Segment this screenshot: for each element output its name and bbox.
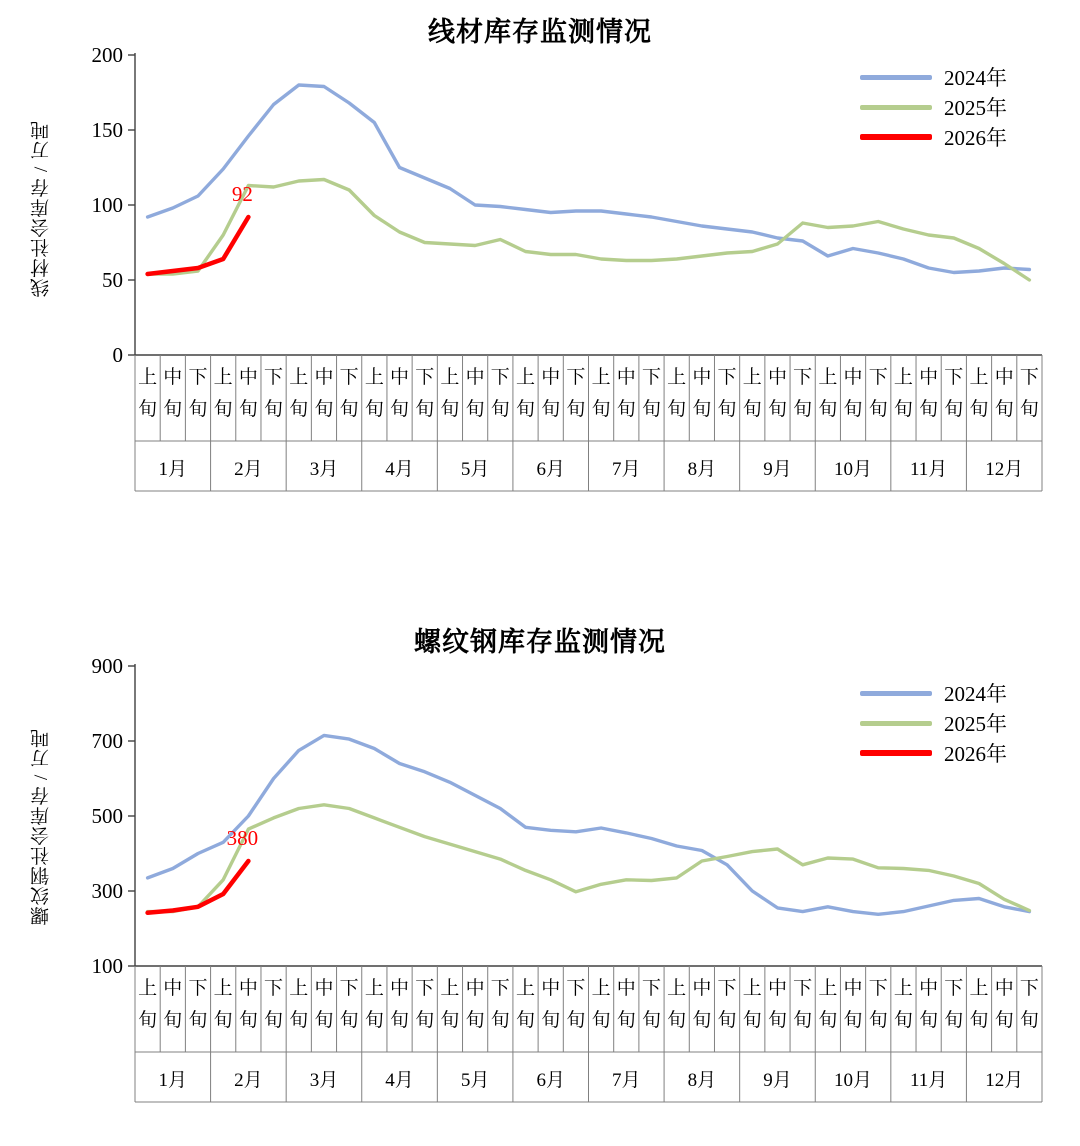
svg-text:50: 50 [102, 268, 123, 292]
svg-text:上: 上 [742, 367, 762, 388]
svg-text:旬: 旬 [591, 399, 611, 420]
svg-text:2月: 2月 [234, 459, 263, 480]
svg-text:旬: 旬 [818, 399, 838, 420]
svg-text:上: 上 [364, 978, 384, 999]
svg-text:10月: 10月 [834, 1070, 873, 1091]
svg-text:中: 中 [390, 978, 410, 999]
svg-text:旬: 旬 [314, 1010, 334, 1031]
svg-text:下: 下 [868, 367, 888, 388]
svg-text:旬: 旬 [188, 1010, 208, 1031]
svg-text:2月: 2月 [234, 1070, 263, 1091]
svg-text:380: 380 [226, 826, 259, 850]
svg-text:旬: 旬 [1019, 399, 1039, 420]
svg-text:下: 下 [641, 978, 661, 999]
svg-text:旬: 旬 [616, 399, 636, 420]
svg-text:7月: 7月 [612, 1070, 641, 1091]
svg-text:下: 下 [944, 367, 964, 388]
svg-text:中: 中 [238, 978, 258, 999]
svg-text:3月: 3月 [309, 459, 339, 480]
svg-text:中: 中 [465, 367, 485, 388]
svg-text:旬: 旬 [742, 1010, 762, 1031]
svg-text:旬: 旬 [793, 399, 813, 420]
svg-text:下: 下 [490, 367, 510, 388]
svg-text:11月: 11月 [909, 1070, 948, 1091]
svg-text:旬: 旬 [163, 399, 183, 420]
svg-text:上: 上 [364, 367, 384, 388]
svg-text:旬: 旬 [692, 399, 712, 420]
svg-text:上: 上 [516, 367, 536, 388]
svg-text:旬: 旬 [1019, 1010, 1039, 1031]
svg-text:旬: 旬 [969, 1010, 989, 1031]
svg-text:旬: 旬 [264, 399, 284, 420]
svg-text:旬: 旬 [289, 1010, 309, 1031]
svg-text:旬: 旬 [390, 399, 410, 420]
legend-label-2025: 2025年 [944, 96, 1007, 120]
y-axis-label-wire-rod: 线材社会库存 / 万吨 [31, 120, 52, 298]
svg-text:旬: 旬 [516, 1010, 536, 1031]
chart-title-rebar: 螺纹钢库存监测情况 [414, 627, 666, 657]
chart-title-wire-rod: 线材库存监测情况 [428, 17, 652, 47]
legend-label-2024: 2024年 [944, 66, 1007, 90]
svg-text:旬: 旬 [944, 399, 964, 420]
svg-text:中: 中 [541, 367, 561, 388]
svg-text:中: 中 [919, 367, 939, 388]
svg-text:中: 中 [541, 978, 561, 999]
svg-text:旬: 旬 [591, 1010, 611, 1031]
svg-text:中: 中 [390, 367, 410, 388]
svg-text:下: 下 [868, 978, 888, 999]
svg-text:旬: 旬 [818, 1010, 838, 1031]
svg-text:中: 中 [692, 978, 712, 999]
svg-text:中: 中 [238, 367, 258, 388]
svg-text:下: 下 [717, 367, 737, 388]
svg-text:上: 上 [516, 978, 536, 999]
svg-text:中: 中 [616, 367, 636, 388]
svg-text:中: 中 [616, 978, 636, 999]
svg-text:旬: 旬 [868, 399, 888, 420]
svg-text:700: 700 [91, 729, 123, 753]
svg-text:上: 上 [667, 367, 687, 388]
svg-text:中: 中 [994, 367, 1014, 388]
legend-label-2024: 2024年 [944, 682, 1007, 706]
svg-text:旬: 旬 [238, 1010, 258, 1031]
svg-text:6月: 6月 [536, 1070, 565, 1091]
svg-text:旬: 旬 [944, 1010, 964, 1031]
svg-text:上: 上 [591, 367, 611, 388]
svg-text:下: 下 [566, 367, 586, 388]
svg-text:1月: 1月 [158, 1070, 188, 1091]
svg-text:中: 中 [465, 978, 485, 999]
svg-text:上: 上 [818, 978, 838, 999]
svg-text:下: 下 [1019, 367, 1039, 388]
svg-text:中: 中 [843, 978, 863, 999]
svg-text:旬: 旬 [717, 1010, 737, 1031]
svg-text:上: 上 [440, 978, 460, 999]
svg-text:旬: 旬 [541, 399, 561, 420]
svg-text:旬: 旬 [566, 399, 586, 420]
svg-text:1月: 1月 [158, 459, 188, 480]
svg-text:旬: 旬 [289, 399, 309, 420]
svg-text:300: 300 [91, 879, 123, 903]
svg-text:旬: 旬 [868, 1010, 888, 1031]
svg-text:下: 下 [566, 978, 586, 999]
svg-text:旬: 旬 [919, 1010, 939, 1031]
svg-text:旬: 旬 [717, 399, 737, 420]
svg-text:9月: 9月 [763, 1070, 792, 1091]
svg-text:上: 上 [213, 367, 233, 388]
svg-text:中: 中 [163, 978, 183, 999]
svg-text:旬: 旬 [339, 1010, 359, 1031]
svg-text:500: 500 [91, 804, 123, 828]
svg-text:中: 中 [919, 978, 939, 999]
svg-text:下: 下 [490, 978, 510, 999]
svg-text:旬: 旬 [742, 399, 762, 420]
svg-text:12月: 12月 [985, 1070, 1024, 1091]
svg-text:旬: 旬 [440, 1010, 460, 1031]
svg-text:旬: 旬 [767, 1010, 787, 1031]
svg-text:中: 中 [843, 367, 863, 388]
svg-text:旬: 旬 [641, 1010, 661, 1031]
svg-text:旬: 旬 [566, 1010, 586, 1031]
svg-text:旬: 旬 [893, 1010, 913, 1031]
svg-text:旬: 旬 [314, 399, 334, 420]
svg-text:4月: 4月 [385, 1070, 414, 1091]
svg-text:旬: 旬 [516, 399, 536, 420]
svg-text:下: 下 [264, 978, 284, 999]
svg-text:旬: 旬 [364, 399, 384, 420]
svg-text:中: 中 [163, 367, 183, 388]
svg-text:下: 下 [793, 367, 813, 388]
svg-text:中: 中 [314, 367, 334, 388]
svg-text:上: 上 [667, 978, 687, 999]
svg-text:旬: 旬 [793, 1010, 813, 1031]
svg-text:旬: 旬 [163, 1010, 183, 1031]
svg-text:旬: 旬 [994, 399, 1014, 420]
svg-text:旬: 旬 [339, 399, 359, 420]
svg-text:下: 下 [944, 978, 964, 999]
svg-text:下: 下 [415, 978, 435, 999]
svg-text:100: 100 [91, 954, 123, 978]
svg-text:6月: 6月 [536, 459, 565, 480]
svg-text:中: 中 [767, 367, 787, 388]
y-axis-label-rebar: 螺纹钢社会库存 / 万吨 [31, 728, 52, 926]
svg-text:旬: 旬 [188, 399, 208, 420]
svg-text:5月: 5月 [460, 459, 490, 480]
svg-text:中: 中 [994, 978, 1014, 999]
svg-text:上: 上 [893, 978, 913, 999]
svg-text:下: 下 [188, 367, 208, 388]
svg-text:旬: 旬 [364, 1010, 384, 1031]
svg-text:200: 200 [91, 43, 123, 67]
svg-text:下: 下 [793, 978, 813, 999]
svg-text:5月: 5月 [460, 1070, 490, 1091]
chart-wire-rod [0, 0, 1080, 520]
svg-text:旬: 旬 [893, 399, 913, 420]
svg-text:旬: 旬 [767, 399, 787, 420]
svg-text:旬: 旬 [490, 1010, 510, 1031]
svg-text:旬: 旬 [213, 1010, 233, 1031]
svg-text:上: 上 [591, 978, 611, 999]
svg-text:下: 下 [1019, 978, 1039, 999]
svg-text:4月: 4月 [385, 459, 414, 480]
svg-text:旬: 旬 [264, 1010, 284, 1031]
svg-text:下: 下 [415, 367, 435, 388]
svg-text:8月: 8月 [687, 459, 717, 480]
svg-text:旬: 旬 [440, 399, 460, 420]
svg-text:旬: 旬 [465, 399, 485, 420]
plot-area-rebar [0, 646, 1080, 1126]
svg-text:11月: 11月 [909, 459, 948, 480]
svg-text:上: 上 [969, 978, 989, 999]
svg-text:旬: 旬 [415, 399, 435, 420]
svg-text:中: 中 [314, 978, 334, 999]
svg-text:旬: 旬 [541, 1010, 561, 1031]
svg-text:下: 下 [339, 978, 359, 999]
svg-text:上: 上 [138, 367, 158, 388]
svg-text:100: 100 [91, 193, 123, 217]
svg-text:中: 中 [767, 978, 787, 999]
svg-text:上: 上 [893, 367, 913, 388]
legend-label-2026: 2026年 [944, 126, 1007, 150]
svg-text:下: 下 [641, 367, 661, 388]
svg-text:3月: 3月 [309, 1070, 339, 1091]
svg-text:旬: 旬 [843, 1010, 863, 1031]
svg-text:旬: 旬 [667, 1010, 687, 1031]
chart-rebar [0, 616, 1080, 1136]
svg-text:旬: 旬 [490, 399, 510, 420]
svg-text:上: 上 [289, 978, 309, 999]
svg-text:上: 上 [818, 367, 838, 388]
svg-text:12月: 12月 [985, 459, 1024, 480]
svg-text:下: 下 [717, 978, 737, 999]
svg-text:旬: 旬 [138, 1010, 158, 1031]
legend-label-2026: 2026年 [944, 742, 1007, 766]
svg-text:下: 下 [339, 367, 359, 388]
svg-text:900: 900 [91, 654, 123, 678]
svg-text:旬: 旬 [213, 399, 233, 420]
svg-text:旬: 旬 [465, 1010, 485, 1031]
svg-text:旬: 旬 [238, 399, 258, 420]
svg-text:上: 上 [969, 367, 989, 388]
svg-text:92: 92 [231, 182, 253, 206]
svg-text:下: 下 [188, 978, 208, 999]
svg-text:0: 0 [112, 343, 123, 367]
svg-text:7月: 7月 [612, 459, 641, 480]
svg-text:上: 上 [138, 978, 158, 999]
plot-area-wire-rod [0, 35, 1080, 515]
svg-text:旬: 旬 [667, 399, 687, 420]
svg-text:旬: 旬 [390, 1010, 410, 1031]
svg-text:旬: 旬 [994, 1010, 1014, 1031]
svg-text:旬: 旬 [843, 399, 863, 420]
svg-text:旬: 旬 [138, 399, 158, 420]
svg-text:下: 下 [264, 367, 284, 388]
svg-text:旬: 旬 [969, 399, 989, 420]
svg-text:旬: 旬 [692, 1010, 712, 1031]
svg-text:10月: 10月 [834, 459, 873, 480]
svg-text:上: 上 [440, 367, 460, 388]
svg-text:上: 上 [213, 978, 233, 999]
svg-text:150: 150 [91, 118, 123, 142]
svg-text:上: 上 [742, 978, 762, 999]
svg-text:旬: 旬 [415, 1010, 435, 1031]
legend-label-2025: 2025年 [944, 712, 1007, 736]
svg-text:旬: 旬 [641, 399, 661, 420]
svg-text:旬: 旬 [616, 1010, 636, 1031]
svg-text:上: 上 [289, 367, 309, 388]
svg-text:9月: 9月 [763, 459, 792, 480]
svg-text:8月: 8月 [687, 1070, 717, 1091]
svg-text:旬: 旬 [919, 399, 939, 420]
svg-text:中: 中 [692, 367, 712, 388]
